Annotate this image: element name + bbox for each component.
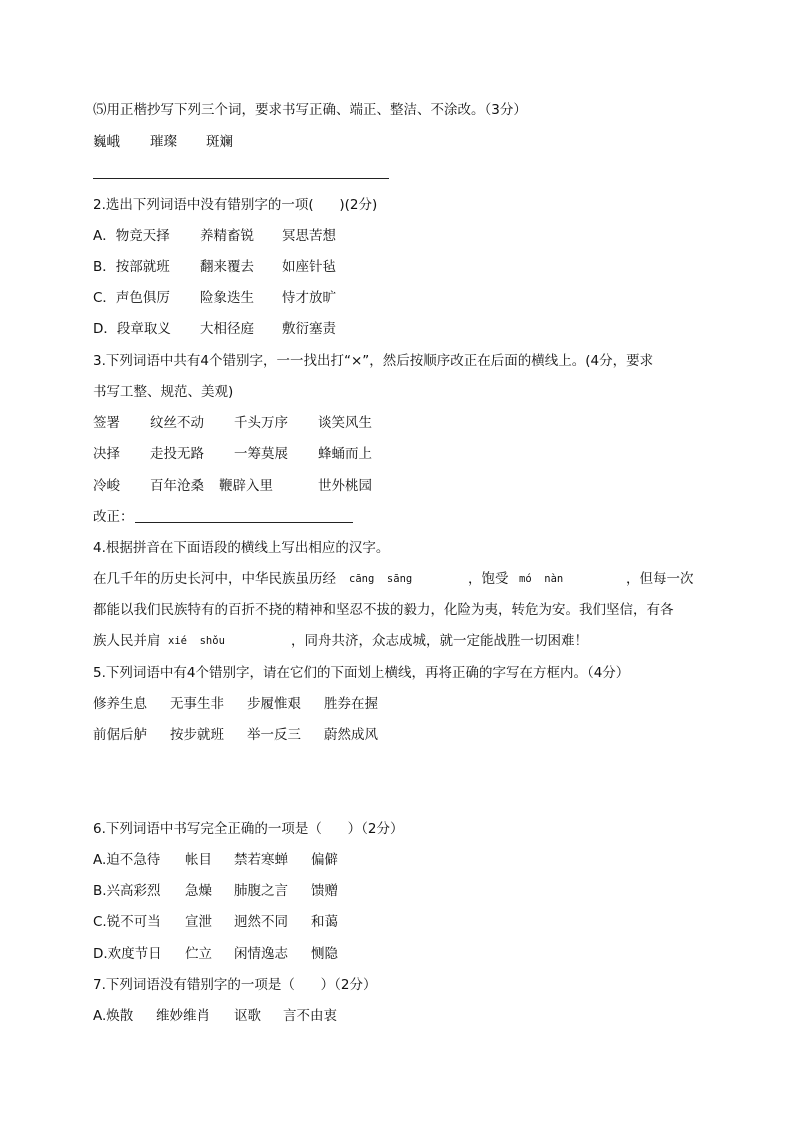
question-4-paragraph-line-1 <box>93 570 694 588</box>
question-2-option-d <box>93 320 336 338</box>
question-5-row <box>93 695 378 713</box>
copy-answer-line[interactable] <box>93 178 389 179</box>
question-3-row <box>93 445 372 463</box>
option-word: 帐目 <box>185 852 212 868</box>
option-word: 偏僻 <box>311 852 338 868</box>
question-6-option-b <box>93 882 338 900</box>
question-4-prompt: 4.根据拼音在下面语段的横线上写出相应的汉字。 <box>93 540 390 556</box>
option-word: 迥然不同 <box>234 914 288 930</box>
question-2-option-a <box>93 227 336 245</box>
copy-word: 璀璨 <box>150 134 177 150</box>
copy-word: 巍峨 <box>93 134 120 150</box>
copy-words-row <box>93 133 233 151</box>
question-2-option-c <box>93 289 336 307</box>
question-6-option-c <box>93 913 338 931</box>
word-item: 走投无路 <box>150 446 204 462</box>
option-word: A.迫不急待 <box>93 852 161 868</box>
passage-text: 在几千年的历史长河中，中华民族虽历经 <box>93 571 336 587</box>
question-5-prompt: 5.下列词语中有4个错别字，请在它们的下面划上横线，再将正确的字写在方框内。（4分） <box>93 665 630 681</box>
option-word: 如座针毡 <box>282 259 336 275</box>
question-6-option-a <box>93 851 338 869</box>
option-word: 闲情逸志 <box>234 946 288 962</box>
option-word: 恻隐 <box>311 946 338 962</box>
word-item: 举一反三 <box>247 727 301 743</box>
option-word: 养精畜锐 <box>200 228 254 244</box>
question-3-prompt-cont: 书写工整、规范、美观) <box>93 384 234 400</box>
option-word: 敷衍塞责 <box>282 321 336 337</box>
word-item: 纹丝不动 <box>150 415 204 431</box>
question-2-option-b <box>93 258 336 276</box>
option-word: 讴歌 <box>234 1008 261 1024</box>
option-word: A．物竞天择 <box>93 228 170 244</box>
option-word: C．声色俱厉 <box>93 290 170 306</box>
word-item: 鞭辟入里 <box>219 478 273 494</box>
option-word: 肺腹之言 <box>234 883 288 899</box>
word-item: 签署 <box>93 415 120 431</box>
option-word: 大相径庭 <box>200 321 254 337</box>
pinyin-hint: xié shǒu <box>168 635 225 647</box>
passage-text: ，但每一次 <box>626 571 694 587</box>
word-item: 冷峻 <box>93 478 120 494</box>
option-word: 宣泄 <box>185 914 212 930</box>
correction-answer-line[interactable] <box>135 522 353 523</box>
question-7-prompt: 7.下列词语没有错别字的一项是（ ）（2分） <box>93 977 377 993</box>
word-item: 蜂蛹而上 <box>318 446 372 462</box>
word-item: 胜券在握 <box>324 696 378 712</box>
question-5-row <box>93 726 378 744</box>
option-word: B．按部就班 <box>93 259 170 275</box>
option-word: 恃才放旷 <box>282 290 336 306</box>
option-word: A.焕散 <box>93 1008 134 1024</box>
word-item: 前倨后舻 <box>93 727 147 743</box>
copy-word: 斑斓 <box>206 134 233 150</box>
word-item: 一筹莫展 <box>234 446 288 462</box>
question-2-prompt: 2.选出下列词语中没有错别字的一项( )(2分) <box>93 197 378 213</box>
pinyin-hint: cāng sāng <box>349 573 413 585</box>
question-3-row <box>93 477 372 495</box>
question-4-paragraph-line-2: 都能以我们民族特有的百折不挠的精神和坚忍不拔的毅力，化险为夷，转危为安。我们坚信，有各 <box>93 602 674 618</box>
question-1-5-prompt: ⑸用正楷抄写下列三个词，要求书写正确、端正、整洁、不涂改。（3分） <box>93 102 527 118</box>
word-item: 无事生非 <box>170 696 224 712</box>
option-word: 和蔼 <box>311 914 338 930</box>
word-item: 决择 <box>93 446 120 462</box>
option-word: 急燥 <box>185 883 212 899</box>
word-item: 修养生息 <box>93 696 147 712</box>
question-6-option-d <box>93 945 338 963</box>
passage-text: ，同舟共济，众志成城，就一定能战胜一切困难！ <box>291 633 588 649</box>
passage-text: ，饱受 <box>468 571 509 587</box>
question-3-row <box>93 414 372 432</box>
option-word: 伫立 <box>185 946 212 962</box>
question-6-prompt: 6.下列词语中书写完全正确的一项是（ ）（2分） <box>93 821 404 837</box>
word-item: 步履惟艰 <box>247 696 301 712</box>
correction-label: 改正： <box>93 509 134 525</box>
option-word: 禁若寒蝉 <box>234 852 288 868</box>
option-word: 维妙维肖 <box>156 1008 210 1024</box>
option-word: 冥思苦想 <box>282 228 336 244</box>
option-word: 险象迭生 <box>200 290 254 306</box>
word-item: 千头万序 <box>234 415 288 431</box>
word-item: 百年沧桑 <box>150 478 204 494</box>
question-3-prompt: 3.下列词语中共有4个错别字，一一找出打“×”，然后按顺序改正在后面的横线上。(4分，要求 <box>93 353 654 369</box>
option-word: 翻来覆去 <box>200 259 254 275</box>
pinyin-hint: mó nàn <box>519 573 564 585</box>
question-4-paragraph-line-3 <box>93 632 588 650</box>
option-word: 馈赠 <box>311 883 338 899</box>
option-word: D．段章取义 <box>93 321 171 337</box>
question-7-option-a <box>93 1007 337 1025</box>
word-item: 蔚然成风 <box>324 727 378 743</box>
word-item: 按步就班 <box>170 727 224 743</box>
passage-text: 族人民并肩 <box>93 633 161 649</box>
option-word: 言不由衷 <box>283 1008 337 1024</box>
option-word: D.欢度节日 <box>93 946 162 962</box>
option-word: C.锐不可当 <box>93 914 161 930</box>
word-item: 谈笑风生 <box>318 415 372 431</box>
option-word: B.兴高彩烈 <box>93 883 161 899</box>
word-item: 世外桃园 <box>318 478 372 494</box>
